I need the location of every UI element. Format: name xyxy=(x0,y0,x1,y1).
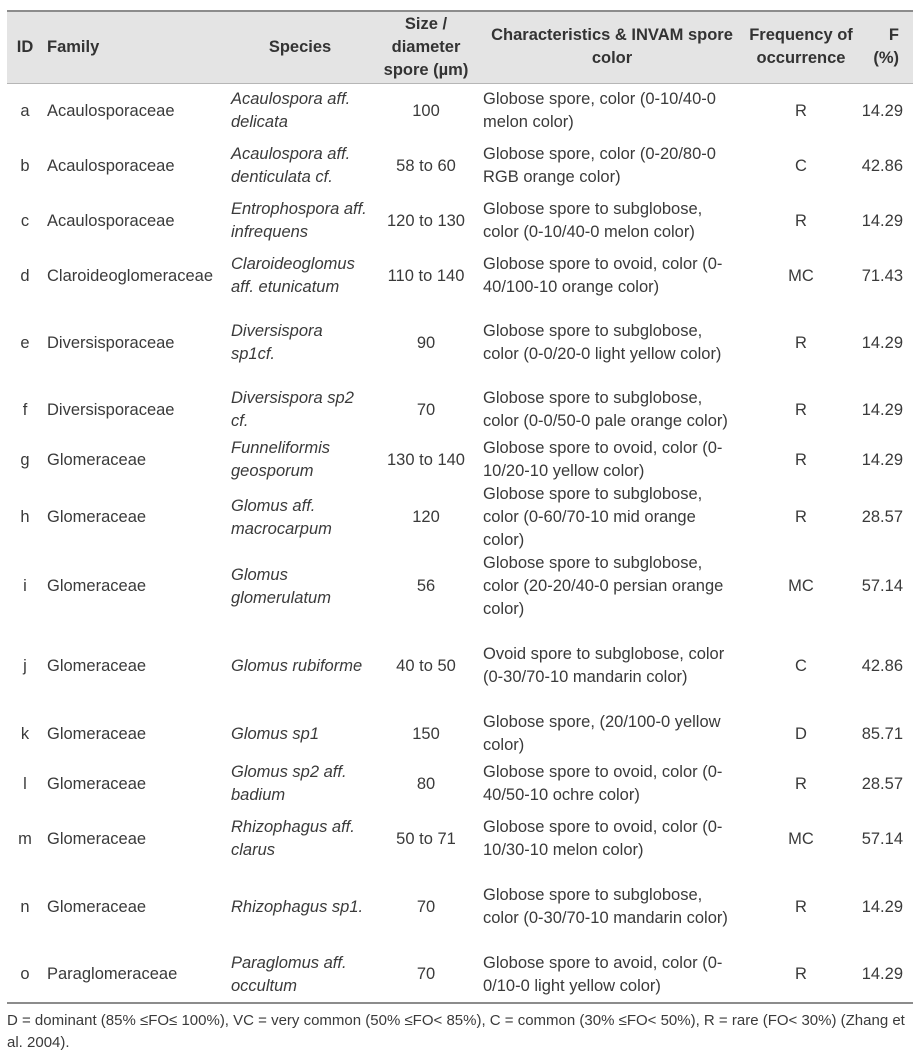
cell-f-percent: 14.29 xyxy=(861,333,903,352)
cell-species: Acaulospora aff. denticulata cf. xyxy=(231,145,351,186)
spore-table-figure xyxy=(7,10,913,1054)
cell-id: k xyxy=(20,724,30,743)
table-row xyxy=(7,437,913,483)
cell-f-percent: 42.86 xyxy=(861,156,903,175)
cell-f-percent: 14.29 xyxy=(861,101,903,120)
header-id: ID xyxy=(7,11,43,83)
cell-id: a xyxy=(20,101,30,120)
cell-frequency: R xyxy=(795,211,807,230)
table-body xyxy=(7,83,913,1003)
cell-id: b xyxy=(20,156,30,175)
cell-size: 50 to 71 xyxy=(396,829,456,848)
cell-f-percent: 14.29 xyxy=(861,897,903,916)
cell-size: 40 to 50 xyxy=(396,656,456,675)
cell-frequency: C xyxy=(795,656,807,675)
table-row xyxy=(7,757,913,811)
cell-species: Glomus sp2 aff. badium xyxy=(231,763,347,804)
cell-size: 130 to 140 xyxy=(387,450,465,469)
cell-characteristics: Globose spore to ovoid, color (0-10/20-10 yellow color) xyxy=(483,439,723,480)
cell-size: 70 xyxy=(416,897,436,916)
cell-frequency: R xyxy=(795,101,807,120)
cell-family: Glomeraceae xyxy=(47,829,147,848)
cell-family: Glomeraceae xyxy=(47,724,147,743)
cell-size: 70 xyxy=(416,965,436,983)
cell-frequency: R xyxy=(795,333,807,352)
header-family: Family xyxy=(43,11,227,83)
cell-characteristics: Globose spore, color (0-20/80-0 RGB orange color) xyxy=(483,145,716,186)
header-frequency: Frequency of occurrence xyxy=(745,11,857,83)
cell-size: 150 xyxy=(412,724,440,743)
cell-frequency: MC xyxy=(788,829,814,848)
cell-f-percent: 14.29 xyxy=(861,450,903,469)
cell-species: Rhizophagus sp1. xyxy=(231,897,364,916)
table-row xyxy=(7,867,913,947)
cell-id: g xyxy=(20,450,30,469)
cell-family: Glomeraceae xyxy=(47,774,147,793)
table-row xyxy=(7,193,913,249)
cell-frequency: R xyxy=(795,897,807,916)
cell-characteristics: Globose spore to subglobose, color (20-20/40-0 persian orange color) xyxy=(483,554,724,618)
table-row xyxy=(7,552,913,621)
cell-family: Claroideoglomeraceae xyxy=(47,266,214,285)
cell-id: c xyxy=(20,211,30,230)
cell-species: Entrophospora aff. infrequens xyxy=(231,200,367,241)
cell-id: l xyxy=(23,774,27,793)
cell-frequency: MC xyxy=(788,266,814,285)
cell-id: f xyxy=(22,400,28,419)
table-header-row xyxy=(7,11,913,83)
cell-f-percent: 57.14 xyxy=(861,829,903,848)
cell-family: Glomeraceae xyxy=(47,897,147,916)
cell-id: o xyxy=(20,965,30,983)
cell-size: 56 xyxy=(416,577,436,595)
cell-species: Diversispora sp1cf. xyxy=(231,322,323,363)
cell-size: 120 to 130 xyxy=(387,211,465,230)
cell-size: 110 to 140 xyxy=(387,266,465,285)
spore-table xyxy=(7,10,913,1004)
cell-family: Paraglomeraceae xyxy=(47,965,178,983)
table-row xyxy=(7,711,913,757)
cell-characteristics: Globose spore to subglobose, color (0-30/70-10 mandarin color) xyxy=(483,886,728,927)
table-row xyxy=(7,249,913,303)
cell-family: Glomeraceae xyxy=(47,577,147,595)
cell-size: 58 to 60 xyxy=(396,156,456,175)
cell-f-percent: 57.14 xyxy=(861,577,903,595)
cell-species: Glomus glomerulatum xyxy=(231,565,331,607)
cell-species: Funneliformis geosporum xyxy=(231,439,331,480)
cell-frequency: R xyxy=(795,508,807,526)
table-row xyxy=(7,947,913,1003)
cell-family: Acaulosporaceae xyxy=(47,156,175,175)
cell-id: i xyxy=(23,577,27,595)
cell-size: 70 xyxy=(416,400,436,419)
cell-id: n xyxy=(20,897,30,916)
cell-species: Claroideoglomus aff. etunicatum xyxy=(231,255,355,296)
cell-family: Diversisporaceae xyxy=(47,400,175,419)
cell-species: Glomus aff. macrocarpum xyxy=(231,496,332,538)
cell-characteristics: Globose spore to subglobose, color (0-60/70-10 mid orange color) xyxy=(483,485,703,549)
cell-characteristics: Globose spore, (20/100-0 yellow color) xyxy=(483,713,721,754)
cell-species: Glomus sp1 xyxy=(231,724,320,743)
header-size: Size / diameter spore (µm) xyxy=(373,11,479,83)
cell-species: Acaulospora aff. delicata xyxy=(231,90,351,132)
header-f-percent: F (%) xyxy=(857,11,913,83)
table-row xyxy=(7,811,913,867)
cell-characteristics: Globose spore to subglobose, color (0-0/20-0 light yellow color) xyxy=(483,322,722,363)
cell-f-percent: 14.29 xyxy=(861,211,903,230)
cell-species: Diversispora sp2 cf. xyxy=(231,389,354,430)
table-row xyxy=(7,483,913,552)
cell-family: Glomeraceae xyxy=(47,508,147,526)
cell-family: Diversisporaceae xyxy=(47,333,175,352)
cell-frequency: R xyxy=(795,965,807,983)
cell-characteristics: Globose spore to subglobose, color (0-10/40-0 melon color) xyxy=(483,200,703,241)
cell-frequency: R xyxy=(795,774,807,793)
cell-family: Acaulosporaceae xyxy=(47,211,175,230)
cell-size: 80 xyxy=(416,774,436,793)
table-row xyxy=(7,83,913,139)
cell-species: Glomus rubiforme xyxy=(231,656,363,675)
table-row xyxy=(7,303,913,383)
cell-f-percent: 42.86 xyxy=(861,656,903,675)
header-species: Species xyxy=(227,11,373,83)
table-row xyxy=(7,139,913,193)
cell-characteristics: Ovoid spore to subglobose, color (0-30/70-10 mandarin color) xyxy=(483,645,725,686)
cell-f-percent: 14.29 xyxy=(861,965,903,983)
table-footnote: D = dominant (85% ≤FO≤ 100%), VC = very common (50% ≤FO< 85%), C = common (30% ≤FO< 50%), R = rare (FO< 30%) (Zhang et al. 2004). xyxy=(7,1012,905,1051)
cell-frequency: C xyxy=(795,156,807,175)
cell-frequency: R xyxy=(795,450,807,469)
table-row xyxy=(7,621,913,711)
cell-size: 100 xyxy=(412,101,440,120)
cell-id: d xyxy=(20,266,30,285)
cell-f-percent: 14.29 xyxy=(861,400,903,419)
cell-f-percent: 28.57 xyxy=(861,508,903,526)
cell-frequency: D xyxy=(795,724,807,743)
cell-family: Glomeraceae xyxy=(47,656,147,675)
cell-characteristics: Globose spore to ovoid, color (0-10/30-10 melon color) xyxy=(483,818,723,859)
cell-id: j xyxy=(23,656,27,675)
cell-id: m xyxy=(18,829,32,848)
cell-f-percent: 85.71 xyxy=(861,724,903,743)
cell-frequency: R xyxy=(795,400,807,419)
cell-characteristics: Globose spore to ovoid, color (0-40/100-10 orange color) xyxy=(483,255,723,296)
cell-characteristics: Globose spore to subglobose, color (0-0/50-0 pale orange color) xyxy=(483,389,728,430)
cell-species: Paraglomus aff. occultum xyxy=(231,953,347,995)
table-row xyxy=(7,383,913,437)
cell-characteristics: Globose spore, color (0-10/40-0 melon color) xyxy=(483,90,716,132)
cell-family: Glomeraceae xyxy=(47,450,147,469)
cell-f-percent: 28.57 xyxy=(861,774,903,793)
header-characteristics: Characteristics & INVAM spore color xyxy=(479,11,745,83)
cell-family: Acaulosporaceae xyxy=(47,101,175,120)
cell-id: e xyxy=(20,333,30,352)
cell-characteristics: Globose spore to avoid, color (0-0/10-0 light yellow color) xyxy=(483,953,723,995)
cell-characteristics: Globose spore to ovoid, color (0-40/50-10 ochre color) xyxy=(483,763,723,804)
cell-id: h xyxy=(20,508,30,526)
cell-size: 120 xyxy=(412,508,440,526)
cell-f-percent: 71.43 xyxy=(861,266,903,285)
cell-size: 90 xyxy=(416,333,436,352)
cell-species: Rhizophagus aff. clarus xyxy=(231,818,355,859)
cell-frequency: MC xyxy=(788,577,814,595)
